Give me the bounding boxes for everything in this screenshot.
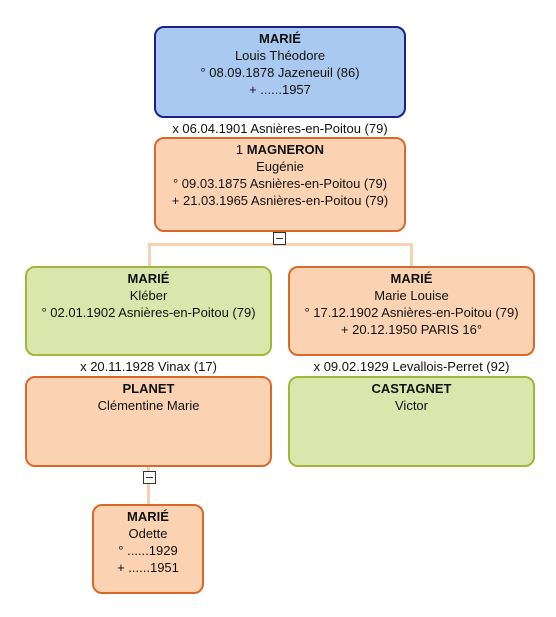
person-birth: ° 17.12.1902 Asnières-en-Poitou (79) bbox=[304, 305, 519, 320]
person-given-names: Odette bbox=[128, 526, 168, 541]
person-given-names: Kléber bbox=[129, 288, 168, 303]
person-birth: ° 02.01.1902 Asnières-en-Poitou (79) bbox=[41, 305, 256, 320]
person-surname: MARIÉ bbox=[390, 271, 433, 286]
person-surname: MARIÉ bbox=[259, 31, 301, 46]
person-card-victor[interactable] bbox=[288, 376, 535, 467]
person-birth: ° ......1929 bbox=[118, 543, 178, 558]
connector-child1 bbox=[148, 243, 151, 267]
person-card-kleber[interactable] bbox=[25, 266, 272, 356]
collapse-toggle-root[interactable] bbox=[273, 232, 286, 245]
connector-child2 bbox=[410, 243, 413, 267]
marriage-label-root: x 06.04.1901 Asnières-en-Poitou (79) bbox=[172, 121, 388, 136]
person-death: + 21.03.1965 Asnières-en-Poitou (79) bbox=[171, 193, 389, 208]
person-surname: MARIÉ bbox=[127, 271, 170, 286]
marriage-label-child1: x 20.11.1928 Vinax (17) bbox=[80, 359, 217, 374]
person-card-odette[interactable] bbox=[92, 504, 204, 594]
person-name-line bbox=[156, 141, 404, 158]
person-card-eugenie[interactable] bbox=[154, 137, 406, 232]
person-card-marie-louise[interactable] bbox=[288, 266, 535, 356]
person-card-clementine[interactable] bbox=[25, 376, 272, 467]
person-death: + 20.12.1950 PARIS 16° bbox=[340, 322, 483, 337]
person-death: + ......1957 bbox=[249, 82, 311, 97]
person-given-names: Eugénie bbox=[256, 159, 304, 174]
person-card-louis-theodore[interactable] bbox=[154, 26, 406, 118]
person-given-names: Marie Louise bbox=[374, 288, 449, 303]
person-surname: MARIÉ bbox=[127, 509, 169, 524]
person-surname: CASTAGNET bbox=[371, 381, 452, 396]
person-death: + ......1951 bbox=[117, 560, 179, 575]
person-birth: ° 08.09.1878 Jazeneuil (86) bbox=[200, 65, 360, 80]
collapse-toggle-child1[interactable] bbox=[143, 471, 156, 484]
person-given-names: Clémentine Marie bbox=[97, 398, 200, 413]
spouse-number: 1 bbox=[235, 142, 244, 157]
marriage-label-child2: x 09.02.1929 Levallois-Perret (92) bbox=[313, 359, 510, 374]
person-surname: MAGNERON bbox=[246, 142, 325, 157]
person-given-names: Louis Théodore bbox=[234, 48, 326, 63]
person-given-names: Victor bbox=[395, 398, 428, 413]
person-surname: PLANET bbox=[122, 381, 175, 396]
person-birth: ° 09.03.1875 Asnières-en-Poitou (79) bbox=[172, 176, 388, 191]
